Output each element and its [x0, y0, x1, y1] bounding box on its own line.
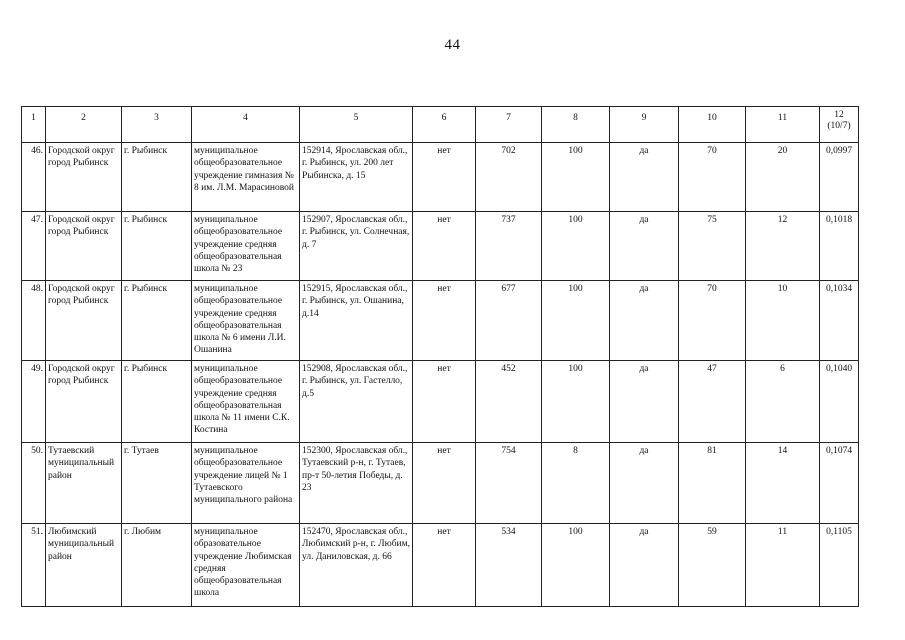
cell-col10: 70: [679, 281, 746, 361]
cell-col7: 534: [476, 524, 542, 607]
address-cell: 152907, Ярославская обл., г. Рыбинск, ул. Солнечная, д. 7: [300, 212, 413, 281]
cell-col6: нет: [413, 443, 476, 524]
header-cell: 6: [413, 107, 476, 143]
row-number: 48.: [22, 281, 46, 361]
header-cell: 5: [300, 107, 413, 143]
cell-col7: 702: [476, 143, 542, 212]
address-cell: 152915, Ярославская обл., г. Рыбинск, ул. Ошанина, д.14: [300, 281, 413, 361]
cell-col6: нет: [413, 281, 476, 361]
table-row: [22, 212, 859, 281]
cell-col9: да: [610, 361, 679, 443]
cell-col11: 14: [746, 443, 820, 524]
district-cell: Любимский муниципальный район: [46, 524, 122, 607]
cell-col10: 81: [679, 443, 746, 524]
city-cell: г. Рыбинск: [122, 281, 192, 361]
cell-col6: нет: [413, 361, 476, 443]
header-cell: 12 (10/7): [820, 107, 859, 143]
row-number: 49.: [22, 361, 46, 443]
table-row: [22, 361, 859, 443]
cell-col7: 677: [476, 281, 542, 361]
table-row: [22, 143, 859, 212]
row-number: 50.: [22, 443, 46, 524]
cell-col11: 6: [746, 361, 820, 443]
header-cell: 8: [542, 107, 610, 143]
cell-col8: 100: [542, 143, 610, 212]
cell-col6: нет: [413, 143, 476, 212]
cell-col7: 737: [476, 212, 542, 281]
cell-col10: 59: [679, 524, 746, 607]
institution-cell: муниципальное общеобразовательное учреждение гимназия № 8 им. Л.М. Марасиновой: [192, 143, 300, 212]
cell-col8: 100: [542, 361, 610, 443]
table-header: [22, 107, 859, 143]
address-cell: 152914, Ярославская обл., г. Рыбинск, ул. 200 лет Рыбинска, д. 15: [300, 143, 413, 212]
header-cell: 1: [22, 107, 46, 143]
row-number: 51.: [22, 524, 46, 607]
cell-col7: 754: [476, 443, 542, 524]
city-cell: г. Любим: [122, 524, 192, 607]
city-cell: г. Тутаев: [122, 443, 192, 524]
cell-col12: 0,0997: [820, 143, 859, 212]
cell-col8: 100: [542, 524, 610, 607]
district-cell: Городской округ город Рыбинск: [46, 361, 122, 443]
district-cell: Тутаевский муниципальный район: [46, 443, 122, 524]
header-cell: 9: [610, 107, 679, 143]
cell-col12: 0,1074: [820, 443, 859, 524]
table-row: [22, 524, 859, 607]
cell-col8: 100: [542, 281, 610, 361]
district-cell: Городской округ город Рыбинск: [46, 143, 122, 212]
cell-col7: 452: [476, 361, 542, 443]
page-number: 44: [444, 37, 461, 53]
header-cell: 11: [746, 107, 820, 143]
cell-col10: 70: [679, 143, 746, 212]
cell-col10: 47: [679, 361, 746, 443]
header-cell: 4: [192, 107, 300, 143]
table-row: [22, 281, 859, 361]
institution-cell: муниципальное общеобразовательное учреждение средняя общеобразовательная школа № 23: [192, 212, 300, 281]
cell-col11: 10: [746, 281, 820, 361]
address-cell: 152908, Ярославская обл., г. Рыбинск, ул. Гастелло, д.5: [300, 361, 413, 443]
cell-col9: да: [610, 524, 679, 607]
cell-col6: нет: [413, 524, 476, 607]
header-cell: 7: [476, 107, 542, 143]
institution-cell: муниципальное общеобразовательное учреждение средняя общеобразовательная школа № 11 имени С.К. Костина: [192, 361, 300, 443]
cell-col10: 75: [679, 212, 746, 281]
cell-col8: 8: [542, 443, 610, 524]
city-cell: г. Рыбинск: [122, 212, 192, 281]
header-cell: 3: [122, 107, 192, 143]
institution-cell: муниципальное образовательное учреждение Любимская средняя общеобразовательная школа: [192, 524, 300, 607]
table-row: [22, 443, 859, 524]
cell-col11: 11: [746, 524, 820, 607]
table-body: [22, 143, 859, 607]
cell-col12: 0,1034: [820, 281, 859, 361]
address-cell: 152300, Ярославская обл., Тутаевский р-н, г. Тутаев, пр-т 50-летия Победы, д. 23: [300, 443, 413, 524]
address-cell: 152470, Ярославская обл., Любимский р-н, г. Любим, ул. Даниловская, д. 66: [300, 524, 413, 607]
cell-col9: да: [610, 443, 679, 524]
cell-col12: 0,1018: [820, 212, 859, 281]
schools-table: [21, 106, 859, 607]
cell-col6: нет: [413, 212, 476, 281]
header-row: [22, 107, 859, 143]
cell-col12: 0,1105: [820, 524, 859, 607]
city-cell: г. Рыбинск: [122, 143, 192, 212]
district-cell: Городской округ город Рыбинск: [46, 281, 122, 361]
institution-cell: муниципальное общеобразовательное учреждение средняя общеобразовательная школа № 6 имени Л.И. Ошанина: [192, 281, 300, 361]
cell-col9: да: [610, 281, 679, 361]
cell-col12: 0,1040: [820, 361, 859, 443]
cell-col9: да: [610, 212, 679, 281]
row-number: 47.: [22, 212, 46, 281]
city-cell: г. Рыбинск: [122, 361, 192, 443]
institution-cell: муниципальное общеобразовательное учреждение лицей № 1 Тутаевского муниципального района: [192, 443, 300, 524]
header-cell: 10: [679, 107, 746, 143]
district-cell: Городской округ город Рыбинск: [46, 212, 122, 281]
row-number: 46.: [22, 143, 46, 212]
cell-col11: 20: [746, 143, 820, 212]
cell-col11: 12: [746, 212, 820, 281]
cell-col8: 100: [542, 212, 610, 281]
header-cell: 2: [46, 107, 122, 143]
cell-col9: да: [610, 143, 679, 212]
